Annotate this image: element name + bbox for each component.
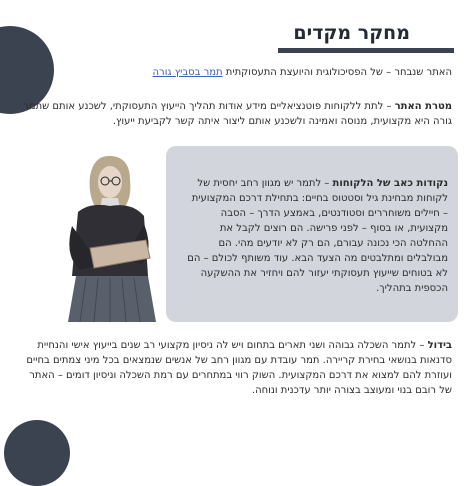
decorative-circle-bottom [4,420,70,486]
site-goal-label: מטרת האתר [394,101,452,112]
site-goal-paragraph [22,99,452,129]
pain-points-text: – לתמר יש מגוון רחב יחסית של לקוחות מבחינת גיל וסטטוס בחיים: בתחילת דרכם המקצועית – חיילים משוחררים וסטודנטים, באמצע הדרך – הסבה מקצועית, או בסוף – לפני פרישה. הם רוצים לקבל את ההחלטה הכי נכונה עבורם, הם רק לא יודעים מהי. הם מבולבלים ומתלבטים מה הצעד הבא. עוד משותף לכולם – הם לא בטוחים שייעוץ תעסוקתי יעזור להם ויחזיר את ההשקעה הכספית בתהליך. [187,178,448,294]
site-goal-text: – לתת ללקוחות פוטנציאליים מידע אודות תהליך הייעוץ התעסוקתי, לשכנע אותם שתמר גורה היא מקצועית, מנוסה ואמינה ולשכנע אותם ליצור איתה קשר לקביעת ייעוץ. [23,101,452,127]
page-title: מחקר מקדים [293,22,410,44]
differentiation-text: – לתמר השכלה גבוהה ושני תארים בתחום ויש לה ניסיון מקצועי רב שנים בייעוץ אישי והנחיית סדנאות בנושאי בחירת קריירה. תמר עובדת עם מגוון רחב של אנשים שנמצאים בכל מיני צמתים בחיים ועוזרת להם למצוא את דרכם המקצועית. השוק רווי במתחרים עם רמת השכלה וניסיון דומים – האתר של רובם בנוי ומעוצב בצורה יותר עדכנית ונוחה. [26,340,452,396]
woman-reading-photo [50,146,162,322]
differentiation-label: בידול [427,340,452,351]
differentiation-paragraph [22,338,452,398]
pain-points-label: נקודות כאב של הלקוחות [332,178,448,189]
pain-points-paragraph [186,176,448,296]
therapist-link[interactable]: תמר בסביץ גורה [152,67,223,78]
intro-text: האתר שנבחר – של הפסיכולוגית והיועצת התעסוקתית [222,67,452,78]
title-underline [278,48,454,53]
intro-paragraph [22,65,452,80]
